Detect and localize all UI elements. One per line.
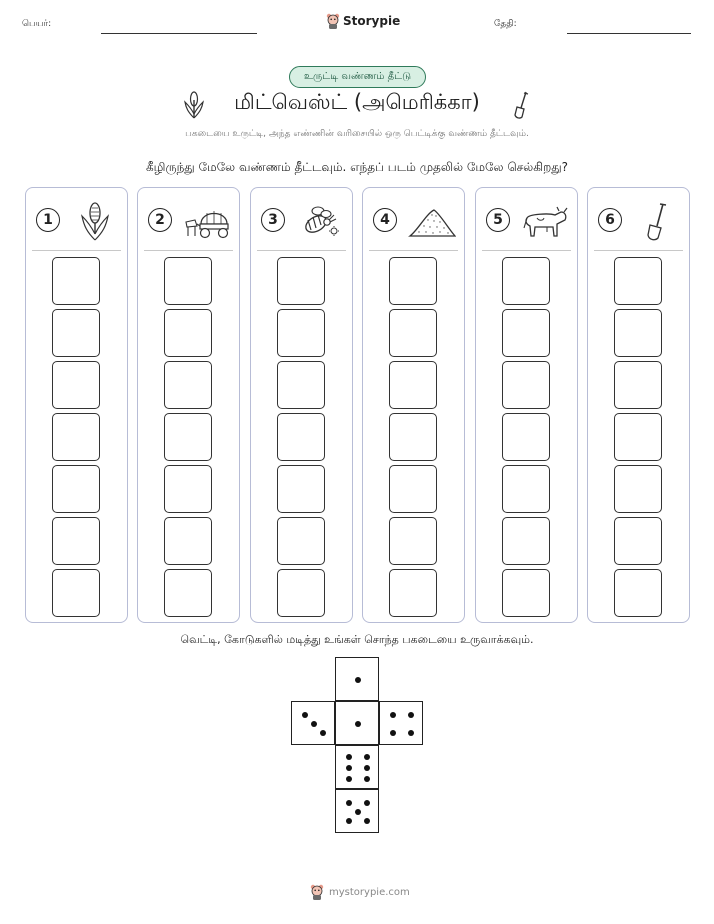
covered-wagon-icon xyxy=(183,200,231,242)
instructions: பகடையை உருட்டி, அந்த எண்ணின் வரிசையில் ஒரு பெட்டிக்கு வண்ணம் தீட்டவும். xyxy=(185,129,529,139)
color-box[interactable] xyxy=(277,569,325,617)
color-box[interactable] xyxy=(389,465,437,513)
cut-instruction: வெட்டி, கோடுகளில் மடித்து உங்கள் சொந்த பகடையை உருவாக்கவும். xyxy=(180,633,534,646)
column-number: 3 xyxy=(261,208,285,232)
color-box[interactable] xyxy=(277,361,325,409)
color-box[interactable] xyxy=(389,517,437,565)
color-box[interactable] xyxy=(614,257,662,305)
color-box[interactable] xyxy=(614,309,662,357)
color-box[interactable] xyxy=(502,569,550,617)
color-box[interactable] xyxy=(164,257,212,305)
column-3 xyxy=(250,187,353,623)
color-box[interactable] xyxy=(502,361,550,409)
column-number: 5 xyxy=(486,208,510,232)
column-number: 4 xyxy=(373,208,397,232)
color-box[interactable] xyxy=(614,569,662,617)
color-box[interactable] xyxy=(277,465,325,513)
column-number: 2 xyxy=(148,208,172,232)
cow-icon xyxy=(521,200,569,242)
color-box[interactable] xyxy=(614,465,662,513)
name-line[interactable] xyxy=(101,33,257,34)
column-number: 1 xyxy=(36,208,60,232)
die-face-2 xyxy=(291,701,335,745)
page-title: மிட்வெஸ்ட் (அமெரிக்கா) xyxy=(234,90,480,114)
bee-icon xyxy=(296,200,344,242)
color-box[interactable] xyxy=(389,257,437,305)
color-box[interactable] xyxy=(277,413,325,461)
color-box[interactable] xyxy=(52,569,100,617)
color-box[interactable] xyxy=(164,517,212,565)
shovel-title-icon xyxy=(510,90,532,120)
color-box[interactable] xyxy=(164,569,212,617)
corn-icon xyxy=(71,200,119,242)
color-box[interactable] xyxy=(502,257,550,305)
grain-pile-icon xyxy=(408,200,456,242)
bear-mascot-icon xyxy=(326,13,340,29)
brand-logo xyxy=(326,13,400,29)
column-4 xyxy=(362,187,465,623)
color-box[interactable] xyxy=(52,413,100,461)
color-box[interactable] xyxy=(164,465,212,513)
color-box[interactable] xyxy=(164,309,212,357)
color-box[interactable] xyxy=(277,257,325,305)
footer-url[interactable]: mystorypie.com xyxy=(329,886,410,898)
color-box[interactable] xyxy=(277,309,325,357)
color-box[interactable] xyxy=(502,517,550,565)
color-box[interactable] xyxy=(502,413,550,461)
name-label: பெயர்: xyxy=(22,19,52,29)
column-1 xyxy=(25,187,128,623)
color-box[interactable] xyxy=(389,413,437,461)
color-box[interactable] xyxy=(277,517,325,565)
color-box[interactable] xyxy=(502,309,550,357)
column-number: 6 xyxy=(598,208,622,232)
brand-name: Storypie xyxy=(343,14,401,28)
color-box[interactable] xyxy=(389,309,437,357)
die-face-1 xyxy=(335,657,379,701)
color-box[interactable] xyxy=(52,361,100,409)
column-2 xyxy=(137,187,240,623)
color-box[interactable] xyxy=(389,361,437,409)
color-box[interactable] xyxy=(52,517,100,565)
die-face-3 xyxy=(335,701,379,745)
activity-badge: உருட்டி வண்ணம் தீட்டு xyxy=(289,66,426,88)
question-prompt: கீழிருந்து மேலே வண்ணம் தீட்டவும். எந்தப் படம் முதலில் மேலே செல்கிறது? xyxy=(145,160,569,174)
shovel-icon xyxy=(633,200,681,242)
footer xyxy=(309,884,410,900)
color-box[interactable] xyxy=(614,413,662,461)
column-5 xyxy=(475,187,578,623)
color-box[interactable] xyxy=(52,465,100,513)
date-line[interactable] xyxy=(567,33,691,34)
color-box[interactable] xyxy=(52,309,100,357)
die-face-4 xyxy=(379,701,423,745)
color-box[interactable] xyxy=(614,361,662,409)
color-box[interactable] xyxy=(502,465,550,513)
color-box[interactable] xyxy=(52,257,100,305)
color-box[interactable] xyxy=(164,361,212,409)
color-box[interactable] xyxy=(389,569,437,617)
die-face-5 xyxy=(335,745,379,789)
color-box[interactable] xyxy=(164,413,212,461)
die-face-6 xyxy=(335,789,379,833)
bear-mascot-icon xyxy=(309,884,325,900)
column-6 xyxy=(587,187,690,623)
color-box[interactable] xyxy=(614,517,662,565)
date-label: தேதி: xyxy=(494,19,517,29)
